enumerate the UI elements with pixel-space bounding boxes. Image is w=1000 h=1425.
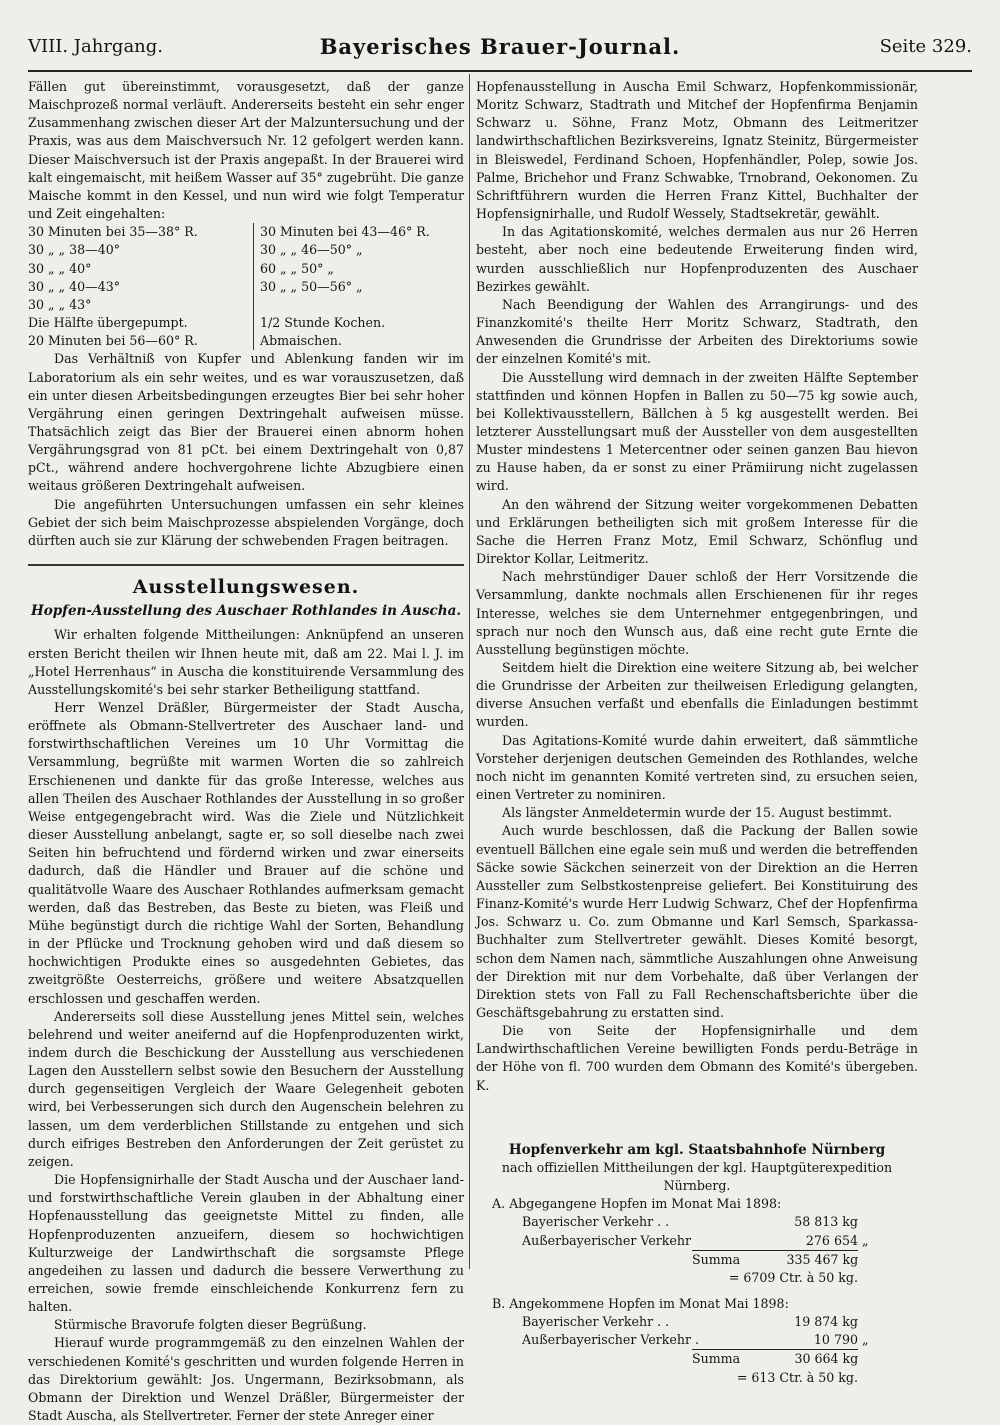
paragraph: Das Agitations-Komité wurde dahin erweitert, daß sämmtliche Vorsteher derjenigen deutschen Gemeinden des Rothlandes, welche noch nicht im genannten Komité vertreten sind, zu ersuchen seien, einen Vertreter zu nominiren. xyxy=(476,732,918,803)
paragraph: Die Hopfensignirhalle der Stadt Auscha und der Auschaer land- und forstwirthschaftliche Verein glauben in der Abhaltung einer Hopfenausstellung das geeignetste Mittel zu finden, alle Hopfenproduzenten anzueifern, diesem so hochwichtigen Kulturzweige der Landwirthschaft die sorgsamste Pflege angedeihen zu lassen und dadurch die bessere Verwerthung zu erreichen, sowie fremde einschleichende Konkurrenz fern zu halten. xyxy=(28,1172,464,1315)
paragraph: Die angeführten Untersuchungen umfassen ein sehr kleines Gebiet der sich beim Maischprozesse abspielenden Vorgänge, doch dürften auch sie zur Klärung der schwebenden Fragen beitragen. xyxy=(28,496,464,548)
traffic-row-label: Außerbayerischer Verkehr . xyxy=(522,1332,700,1348)
traffic-ctr-value: = 613 Ctr. à 50 kg. xyxy=(736,1369,858,1385)
column-divider xyxy=(469,74,470,1269)
mash-schedule-left xyxy=(28,223,254,350)
paragraph: Auch wurde beschlossen, daß die Packung der Ballen sowie eventuell Bällchen eine egale sein muß und werden die betreffenden Säcke sowie Säckchen seinerzeit von der Direktion an die Herren Aussteller zum Selbstkostenpreise geliefert. Bei Konstituirung des Finanz-Komité's wurde Herr Ludwig Schwarz, Chef der Hopfenfirma Jos. Schwarz u. Co. zum Obmanne und Karl Semsch, Sparkassa-Buchhalter zum Stellvertreter gewählt. Dieses Komité besorgt, schon dem Namen nach, sämmtliche Auszahlungen ohne Anweisung der Direktion mit nur dem Vorbehalte, daß über Verlangen der Direktion stets von Fall zu Fall Rechenschaftsberichte über die Geschäftsgebahrung zu erstatten sind. xyxy=(476,823,918,1020)
traffic-sum-label: Summa xyxy=(692,1349,740,1368)
page-number: Seite 329. xyxy=(879,36,972,57)
traffic-subtitle: nach offiziellen Mittheilungen der kgl. Hauptgüterexpedition Nürnberg. xyxy=(501,1159,893,1194)
paragraph: Die Ausstellung wird demnach in der zweiten Hälfte September stattfinden und können Hopfen in Ballen zu 50—75 kg sowie auch, bei Kollektivausstellern, Bällchen à 5 kg ausgestellt werden. Bei letzterer Ausstellungsart muß der Aussteller von dem ausgestellten Muster mindestens 1 Metercentner oder seinen ganzen Bau hievon zu Hause haben, da er sonst zu einer Prämiirung nicht zugelassen wird. xyxy=(476,369,918,494)
traffic-row-label: Bayerischer Verkehr . . xyxy=(522,1214,670,1230)
traffic-row-mark: „ xyxy=(862,1232,869,1248)
traffic-row xyxy=(492,1313,878,1331)
paragraph: Hopfenausstellung in Auscha Emil Schwarz, Hopfenkommissionär, Moritz Schwarz, Stadtrath und Mitchef der Hopfenfirma Benjamin Schwarz u. Söhne, Franz Motz, Obmann des Leitmeritzer landwirthschaftlichen Bezirksvereins, Ignatz Steinitz, Bürgermeister in Bleiswedel, Ferdinand Schoen, Hopfenhändler, Polep, sowie Jos. Palme, Brichehor und Franz Schwabke, Trnobrand, Oekonomen. Zu Schriftführern wurden die Herren Franz Kittel, Buchhalter der Hopfensignirhalle, und Rudolf Wessely, Stadtsekretär, gewählt. xyxy=(476,79,918,222)
traffic-row-value: 19 874 kg xyxy=(794,1314,858,1330)
right-column xyxy=(476,78,918,1387)
mash-row: 30 Minuten bei 43—46° R. xyxy=(260,224,430,240)
mash-row: 30 „ „ 50—56° „ xyxy=(260,278,363,294)
mash-row: 20 Minuten bei 56—60° R. xyxy=(28,333,198,349)
traffic-row-label: Bayerischer Verkehr . . xyxy=(522,1314,670,1330)
mash-row: 30 „ „ 40—43° xyxy=(28,278,121,294)
traffic-ctr-value: = 6709 Ctr. à 50 kg. xyxy=(728,1269,858,1285)
volume-label: VIII. Jahrgang. xyxy=(28,36,164,57)
mash-row: 60 „ „ 50° „ xyxy=(260,260,334,276)
traffic-table-a xyxy=(492,1195,878,1287)
traffic-row-value: 276 654 xyxy=(805,1232,858,1248)
article-title: Hopfen-Ausstellung des Auschaer Rothlandes in Auscha. xyxy=(30,603,462,620)
mash-row: 30 „ „ 38—40° xyxy=(28,242,121,258)
mash-row: 30 „ „ 40° xyxy=(28,260,92,276)
traffic-row xyxy=(492,1213,878,1231)
journal-title: Bayerisches Brauer-Journal. xyxy=(319,34,681,59)
paragraph: An den während der Sitzung weiter vorgekommenen Debatten und Erklärungen betheiligten sich mit großem Interesse für die Sache die Herren Franz Motz, Emil Schwarz, Schönflug und Direktor Kollar, Leitmeritz. xyxy=(476,496,918,567)
mash-row: 30 „ „ 43° xyxy=(28,296,92,312)
traffic-row-mark: „ xyxy=(862,1332,869,1348)
traffic-sum-row xyxy=(492,1250,878,1269)
mash-row: Die Hälfte übergepumpt. xyxy=(28,315,188,331)
paragraph: Nach Beendigung der Wahlen des Arrangirungs- und des Finanzkomité's theilte Herr Moritz Schwarz, Stadtrath, den Anwesenden die Grundrisse der Arbeiten des Direktoriums sowie der einzelnen Komité's mit. xyxy=(476,296,918,367)
traffic-row xyxy=(492,1232,878,1250)
paragraph: Stürmische Bravorufe folgten dieser Begrüßung. xyxy=(54,1317,367,1333)
paragraph: Die von Seite der Hopfensignirhalle und dem Landwirthschaftlichen Vereine bewilligten Fonds perdu-Beträge in der Höhe von fl. 700 wurden dem Obmann des Komité's übergeben. K. xyxy=(476,1023,918,1093)
paragraph: Als längster Anmeldetermin wurde der 15. August bestimmt. xyxy=(502,805,892,821)
traffic-row xyxy=(492,1331,878,1349)
traffic-table-b xyxy=(492,1295,878,1387)
paragraph: Hierauf wurde programmgemäß zu den einzelnen Wahlen der verschiedenen Komité's geschritten und wurden folgende Herren in das Direktorium gewählt: Jos. Ungermann, Bezirksobmann, als Obmann der Direktion und Wenzel Dräßler, Bürgermeister der Stadt Auscha, als Stellvertreter. Ferner der stete Anreger einer xyxy=(28,1335,464,1424)
mash-row: Abmaischen. xyxy=(260,333,342,349)
traffic-heading: A. Abgegangene Hopfen im Monat Mai 1898: xyxy=(492,1196,782,1212)
traffic-row-mark xyxy=(858,1313,878,1331)
mash-row: 1/2 Stunde Kochen. xyxy=(260,315,386,331)
paragraph: Andererseits soll diese Ausstellung jenes Mittel sein, welches belehrend und weiter aneifernd auf die Hopfenproduzenten wirkt, indem durch die Beschickung der Ausstellung aus verschiedenen Lagen den Ausstellern selbst sowie den Besuchern der Ausstellung durch gegenseitigen Vergleich der Waare Gelegenheit geboten wird, bei Verbesserungen sich durch den Augenschein belehren zu lassen, um dem verderblichen Stillstande zu entgehen und sich durch eifriges Bestreben den Anforderungen der Zeit gerüstet zu zeigen. xyxy=(28,1008,464,1169)
traffic-row-value: 58 813 kg xyxy=(794,1214,858,1230)
traffic-sum-label: Summa xyxy=(692,1250,740,1269)
traffic-row-value: 10 790 xyxy=(813,1332,858,1348)
section-title: Ausstellungswesen. xyxy=(28,564,464,596)
mash-row: 30 Minuten bei 35—38° R. xyxy=(28,224,198,240)
traffic-row-mark xyxy=(858,1213,878,1231)
paragraph: Fällen gut übereinstimmt, vorausgesetzt, daß der ganze Maischprozeß normal verläuft. Andererseits besteht ein sehr enger Zusammenhang zwischen dieser Art der Malzuntersuchung und der Praxis, was aus dem Maischversuch Nr. 12 gefolgert werden kann. Dieser Maischversuch ist der Praxis angepaßt. In der Brauerei wird kalt eingemaischt, mit heißem Wasser auf 35° zugebrüht. Die ganze Maische kommt in den Kessel, und nun wird wie folgt Temperatur und Zeit eingehalten: xyxy=(28,79,464,222)
paragraph: Seitdem hielt die Direktion eine weitere Sitzung ab, bei welcher die Grundrisse der Arbeiten zur theilweisen Erledigung gelangten, diverse Ansuchen verfaßt und ebenfalls die Einladungen bestimmt wurden. xyxy=(476,660,918,730)
traffic-ctr-row xyxy=(492,1369,878,1387)
traffic-sum-value: 30 664 kg xyxy=(740,1349,858,1368)
mash-schedule-right xyxy=(254,223,464,350)
paragraph: In das Agitationskomité, welches dermalen aus nur 26 Herren besteht, aber noch eine bedeutende Erweiterung finden wird, wurden ausschließlich nur Hopfenproduzenten des Auschaer Bezirkes gewählt. xyxy=(476,224,918,294)
page-header xyxy=(28,30,972,72)
paragraph: Wir erhalten folgende Mittheilungen: Anknüpfend an unseren ersten Bericht theilen wir Ihnen heute mit, daß am 22. Mai l. J. im „Hotel Herrenhaus“ in Auscha die konstituirende Versammlung des Ausstellungskomité's bei sehr starker Betheiligung stattfand. xyxy=(28,627,464,697)
traffic-title: Hopfenverkehr am kgl. Staatsbahnhofe Nürnberg xyxy=(508,1141,886,1158)
left-column xyxy=(28,78,464,1425)
paragraph: Das Verhältniß von Kupfer und Ablenkung fanden wir im Laboratorium als ein sehr weites, und es war vorauszusetzen, daß ein unter diesen Arbeitsbedingungen erzeugtes Bier bei sehr hoher Vergährung einen geringen Dextringehalt aufweisen müsse. Thatsächlich zeigt das Bier der Brauerei einen abnorm hohen Vergährungsgrad von 81 pCt. bei einem Dextringehalt von 0,87 pCt., während andere hochvergohrene lichte Abzugbiere einen weitaus größeren Dextringehalt aufweisen. xyxy=(28,351,464,494)
traffic-sum-row xyxy=(492,1349,878,1368)
traffic-ctr-row xyxy=(492,1269,878,1287)
mash-row: 30 „ „ 46—50° „ xyxy=(260,242,363,258)
mash-schedule-table xyxy=(28,223,464,350)
paragraph: Nach mehrstündiger Dauer schloß der Herr Vorsitzende die Versammlung, dankte nochmals allen Erschienenen für ihr reges Interesse, welches sie dem Unternehmer entgegenbringen, und sprach nur noch den Wunsch aus, daß eine recht gute Ernte die Ausstellung begünstigen möchte. xyxy=(476,569,918,657)
paragraph: Herr Wenzel Dräßler, Bürgermeister der Stadt Auscha, eröffnete als Obmann-Stellvertreter des Auschaer land- und forstwirthschaftlichen Vereines um 10 Uhr Vormittag die Versammlung, begrüßte mit warmen Worten die so zahlreich Erschienenen und dankte für das große Interesse, welches aus allen Theilen des Auschaer Rothlandes der Ausstellung in so großer Weise entgegengebracht wird. Was die Ziele und Nützlichkeit dieser Ausstellung anbelangt, sagte er, so soll dieselbe nach zwei Seiten hin befruchtend und fördernd wirken und zwar einerseits dadurch, daß die Händler und Brauer auf die schöne und qualitätvolle Waare des Auschaer Rothlandes aufmerksam gemacht werden, daß das Bestreben, das Beste zu bieten, was Fleiß und Mühe begünstigt durch die richtige Wahl der Sorten, Behandlung in der Pflücke und Trocknung gehoben wird und daß diesem so hochwichtigen Produkte eines so ausgedehnten Gebietes, das zweitgrößte Oesterreichs, größere und weitere Absatzquellen erschlossen und geschaffen werden. xyxy=(28,700,464,1006)
traffic-heading: B. Angekommene Hopfen im Monat Mai 1898: xyxy=(492,1296,789,1311)
mash-row xyxy=(260,296,464,314)
traffic-sum-value: 335 467 kg xyxy=(740,1250,858,1269)
traffic-row-label: Außerbayerischer Verkehr xyxy=(522,1232,692,1248)
